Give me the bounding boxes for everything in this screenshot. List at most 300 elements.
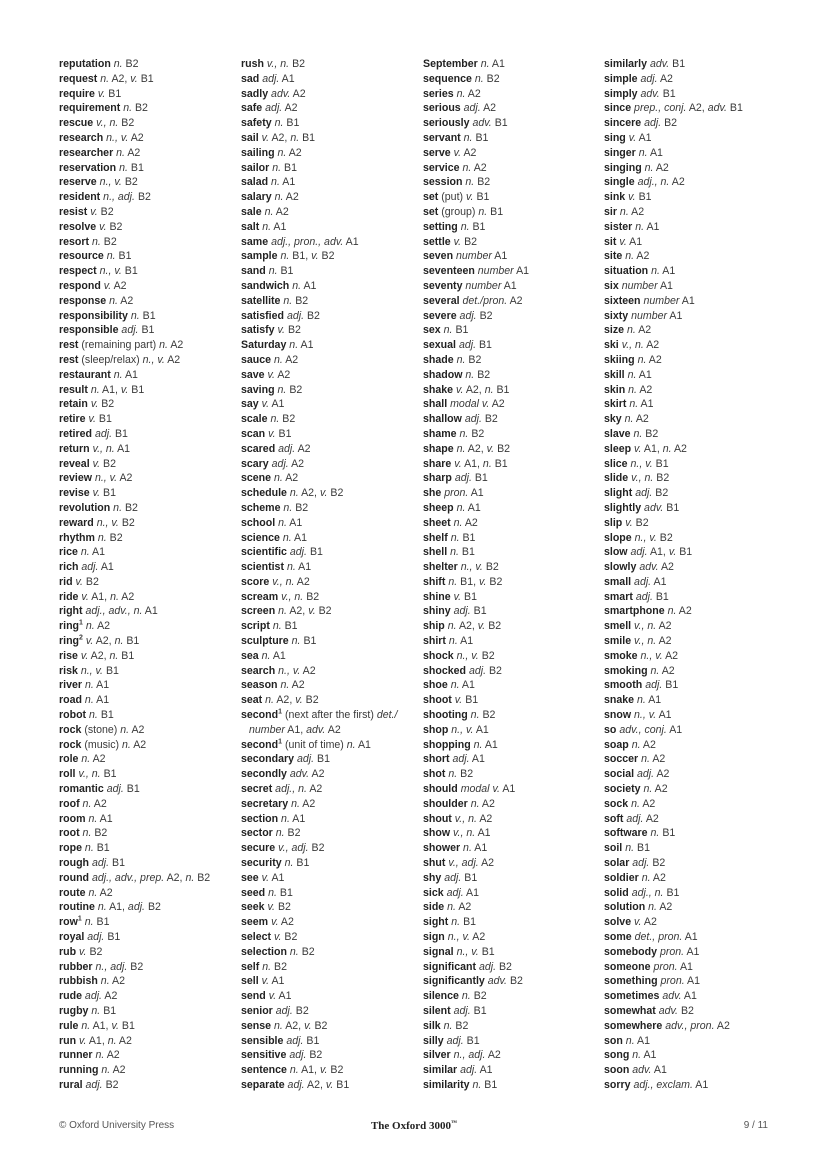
headword: slow [604,546,628,559]
headword: shy [423,871,442,884]
word-entry [241,235,426,250]
word-entry [241,708,426,738]
headword: short [423,753,450,766]
headword: slip [604,516,623,529]
word-entry [241,338,426,353]
headword: son [604,1034,623,1047]
word-entry [423,471,608,486]
cefr-level: B1 [466,1034,480,1047]
cefr-level: B2 [137,191,151,204]
headword: right [59,605,83,618]
headword: shade [423,353,454,366]
word-entry [423,826,608,841]
word-entry [423,664,608,679]
cefr-level: A1 [684,931,698,944]
part-of-speech: adj., n. [637,176,670,189]
part-of-speech: number [643,294,680,307]
word-entry [241,309,426,324]
word-entry [59,590,244,605]
part-of-speech: n. [470,709,480,722]
word-entry [241,175,426,190]
part-of-speech: adv. [662,990,682,1003]
cefr-level: A2, [465,383,482,396]
part-of-speech: number [631,309,668,322]
cefr-level: A1 [477,827,491,840]
headword: risk [59,664,78,677]
headword: sock [604,797,629,810]
word-entry [604,161,789,176]
cefr-level: A1 [289,516,303,529]
cefr-level: A2 [288,146,302,159]
word-entry [604,101,789,116]
part-of-speech: n. [84,916,94,929]
cefr-level: B2 [477,176,491,189]
word-entry [423,368,608,383]
part-of-speech: adj. [94,427,113,440]
headword: retire [59,413,86,426]
headword: ship [423,620,445,633]
headword: robot [59,709,87,722]
word-entry [241,752,426,767]
headword: several [423,294,460,307]
part-of-speech: number [249,723,285,736]
cefr-level: A1 [637,1034,650,1047]
part-of-speech: n. [82,797,92,810]
part-of-speech: v. [90,205,98,218]
cefr-level: B2 [295,294,309,307]
part-of-speech: adj. [265,102,283,115]
word-entry [604,545,789,560]
part-of-speech: v. [111,1019,119,1032]
word-entry [59,1048,244,1063]
part-of-speech: adj. [444,871,462,884]
cefr-level: B1 [655,457,669,470]
headword: scan [241,427,266,440]
cefr-level: A1 [638,131,652,144]
word-entry [241,797,426,812]
word-entry [241,560,426,575]
cefr-level: A1 [124,368,138,381]
cefr-level: A2 [665,649,679,662]
word-entry [423,87,608,102]
word-entry [423,264,608,279]
headword: simple [604,72,638,85]
cefr-level: A2 [467,87,481,100]
part-of-speech: pron. [653,960,678,973]
headword: section [241,812,279,825]
cefr-level: A2 [92,753,106,766]
cefr-level: B2 [485,561,499,574]
headword: something [604,975,658,988]
headword: similarity [423,1078,470,1091]
headword: shift [423,575,446,588]
part-of-speech: v. [268,427,276,440]
part-of-speech: adj. [84,990,103,1003]
cefr-level: A2 [113,279,127,292]
part-of-speech: n. [643,783,653,796]
headword: salary [241,191,272,204]
cefr-level: B1 [296,857,310,870]
part-of-speech: n. [470,797,480,810]
headword: signal [423,945,454,958]
part-of-speech: n. [277,383,287,396]
headword: slightly [604,501,642,514]
part-of-speech: n., v. [630,457,653,470]
word-entry [604,723,789,738]
cefr-level: B1 [655,590,669,603]
headword: sight [423,916,449,929]
word-entry [423,945,608,960]
headword: rid [59,575,73,588]
part-of-speech: n. [109,294,118,307]
headword: requirement [59,102,121,115]
word-entry [604,782,789,797]
headword: seventeen [423,265,475,278]
word-entry [59,886,244,901]
part-of-speech: n., v. [634,709,657,722]
headword: resist [59,205,88,218]
word-entry [604,309,789,324]
word-entry [604,960,789,975]
headword: ski [604,339,619,352]
word-entry [241,383,426,398]
part-of-speech: n. [289,339,299,352]
headword: scientific [241,546,287,559]
word-entry [604,294,789,309]
part-of-speech: adj. [271,457,289,470]
part-of-speech: n. [624,413,634,426]
part-of-speech: n. [632,1049,642,1062]
word-entry [423,412,608,427]
headword: saving [241,383,275,396]
cefr-level: A2 [645,812,659,825]
word-entry [604,856,789,871]
cefr-level: A1, [287,723,304,736]
headword: revise [59,487,90,500]
cefr-level: A2 [133,738,147,751]
headword: shame [423,427,457,440]
cefr-level: A2 [487,1049,501,1062]
part-of-speech: pron. [660,975,685,988]
part-of-speech: n. [448,575,458,588]
part-of-speech: v., adj. [278,842,309,855]
cefr-level: A1 [272,649,286,662]
word-entry [604,249,789,264]
cefr-level: B1 [103,1005,117,1017]
cefr-level: B1 [107,931,121,944]
part-of-speech: v. [453,590,462,603]
part-of-speech: adv. [306,723,326,736]
cefr-level: A2 [654,783,668,796]
cefr-level: A2 [671,176,685,189]
part-of-speech: n. [264,205,274,218]
word-entry [423,782,608,797]
word-entry [604,590,789,605]
part-of-speech: n. [275,827,285,840]
part-of-speech: v. [268,990,277,1003]
word-entry [423,220,608,235]
part-of-speech: adj. [626,812,644,825]
part-of-speech: number [456,250,492,263]
part-of-speech: adj., adv., prep. [91,871,165,884]
part-of-speech: v. [453,235,462,248]
headword: schedule [241,487,287,500]
part-of-speech: n. [130,309,140,322]
part-of-speech: n., v. [634,531,657,544]
word-entry [423,960,608,975]
word-entry [241,1019,426,1034]
part-of-speech: v. [311,250,319,263]
headword: scale [241,413,268,426]
word-entry [241,678,426,693]
part-of-speech: v., n. [631,472,654,485]
word-entry [59,457,244,472]
word-entry [59,945,244,960]
headword: rhythm [59,531,95,544]
part-of-speech: det., pron. [634,931,683,944]
word-entry [241,826,426,841]
cefr-level: B2 [680,1005,694,1017]
cefr-level: A1 [271,975,285,988]
word-entry [59,220,244,235]
word-entry [59,693,244,708]
headword: select [241,931,272,944]
cefr-level: A1 [629,235,643,248]
headword: rub [59,945,77,958]
part-of-speech: n. [443,324,453,337]
cefr-level: A2, [458,620,475,633]
part-of-speech: v. [277,324,285,337]
headword: society [604,783,641,796]
headword: responsible [59,324,119,337]
word-entry [59,678,244,693]
part-of-speech: v. [120,383,129,396]
part-of-speech: v. [454,457,462,470]
cefr-level: A2 [642,797,656,810]
headword: satisfy [241,324,275,337]
part-of-speech: v. [261,975,270,988]
cefr-level: A2 [284,102,298,115]
cefr-level: A1 [669,309,683,322]
word-entry [241,841,426,856]
word-entry [423,841,608,856]
part-of-speech: n. [448,635,458,648]
cefr-level: B2 [301,945,315,958]
headword: skill [604,368,625,381]
part-of-speech: n. [637,694,646,707]
headword: root [59,827,80,840]
part-of-speech: adj. [85,1078,103,1091]
cefr-level: B1 [140,72,154,85]
word-entry [604,767,789,782]
headword: shoulder [423,797,468,810]
cefr-level: B1 [666,886,680,899]
headword: ring [59,620,80,633]
word-entry [59,501,244,516]
word-entry [423,797,608,812]
part-of-speech: adv. [649,58,670,70]
headword: rest [59,353,79,366]
headword: severe [423,309,457,322]
part-of-speech: n. [95,1049,105,1062]
headword: sharp [423,472,452,485]
word-entry [423,1063,608,1078]
cefr-level: B2 [94,827,108,840]
cefr-level: A2, [166,871,183,884]
cefr-level: B2 [134,102,148,115]
cefr-level: A1 [471,753,485,766]
cefr-level: A1 [659,279,673,292]
part-of-speech: n. [641,871,651,884]
cefr-level: A2 [167,353,181,366]
cefr-level: B2 [656,472,670,485]
part-of-speech: adj. [645,679,663,692]
part-of-speech: v. [103,279,112,292]
word-entry [423,205,608,220]
cefr-level: B1 [126,635,140,648]
headword: sheet [423,516,451,529]
part-of-speech: n. [270,413,280,426]
word-entry [423,989,608,1004]
headword: reserve [59,176,97,189]
part-of-speech: v., n. [92,442,115,455]
word-entry [241,190,426,205]
cefr-level: B2 [284,931,298,944]
cefr-level: B1 [665,679,679,692]
cefr-level: B1 [474,472,488,485]
headword: shirt [423,635,446,648]
headword: sing [604,131,626,144]
headword: respond [59,279,101,292]
headword: soil [604,842,623,855]
word-entry [59,974,244,989]
headword: running [59,1064,99,1077]
cefr-level: A2 [285,191,299,204]
headword: slope [604,531,632,544]
word-entry [604,945,789,960]
part-of-speech: n. [625,1034,635,1047]
part-of-speech: v. [304,1019,312,1032]
headword: settle [423,235,451,248]
word-entry [241,279,426,294]
headword: similar [423,1064,458,1077]
cefr-level: B2 [287,827,301,840]
word-entry [604,678,789,693]
word-entry [423,116,608,131]
cefr-level: B1 [142,309,156,322]
cefr-level: A1 [491,58,505,70]
headword: sculpture [241,635,289,648]
headword: situation [604,265,649,278]
word-column-1 [59,57,244,1093]
headword: smart [604,590,633,603]
cefr-level: A2 [311,768,325,781]
cefr-level: A2 [97,620,111,633]
headword: slight [604,487,633,500]
headword: seriously [423,117,470,130]
cefr-level: A2 [120,294,134,307]
cefr-level: B2 [655,487,669,500]
word-entry [423,678,608,693]
part-of-speech: n. [633,427,643,440]
part-of-speech: n. [651,265,660,278]
sense-gloss: (unit of time) [284,738,344,751]
cefr-level: A2, [307,1078,323,1091]
word-entry [604,72,789,87]
part-of-speech: adj. [278,442,296,455]
part-of-speech: v. [478,575,487,588]
headword: round [59,871,90,884]
headword: scientist [241,561,284,574]
word-entry [604,87,789,102]
word-entry [241,575,426,590]
headword: service [423,161,460,174]
homonym-number: 1 [79,619,83,627]
part-of-speech: adj. [87,931,105,944]
cefr-level: B1 [309,546,323,559]
word-entry [241,249,426,264]
cefr-level: B2 [125,58,139,70]
part-of-speech: n. [113,58,123,70]
word-entry [604,1063,789,1078]
part-of-speech: n., adj. [95,960,128,973]
cefr-level: A1 [683,990,697,1003]
headword: some [604,931,632,944]
headword: sixteen [604,294,641,307]
word-entry [604,116,789,131]
cefr-level: B2 [309,1049,323,1062]
headword: sentence [241,1064,287,1077]
word-entry [241,323,426,338]
headword: rough [59,857,90,870]
cefr-level: B2 [489,575,503,588]
part-of-speech: adj. [464,413,482,426]
cefr-level: B1 [638,191,652,204]
word-entry [604,974,789,989]
cefr-level: A2 [285,353,299,366]
headword: since [604,102,632,115]
headword: responsibility [59,309,128,322]
headword: sea [241,649,259,662]
part-of-speech: adj. [286,1034,304,1047]
part-of-speech: v., n. [272,575,295,588]
cefr-level: B2 [292,58,306,70]
cefr-level: A2, [285,1019,302,1032]
sense-gloss: (music) [84,738,120,751]
part-of-speech: n. [281,812,290,825]
part-of-speech: n. [89,709,98,722]
headword: science [241,531,280,544]
cefr-level: A2 [678,605,692,618]
word-entry [604,812,789,827]
headword: sensible [241,1034,284,1047]
cefr-level: B1 [496,383,510,396]
part-of-speech: n. [280,679,290,692]
headword: shock [423,649,454,662]
word-entry [59,368,244,383]
cefr-level: B1 [666,501,680,514]
word-entry [241,501,426,516]
cefr-level: B2 [197,871,211,884]
word-entry [423,531,608,546]
cefr-level: A2 [104,990,118,1003]
part-of-speech: n. [265,694,274,707]
part-of-speech: v. [325,1078,334,1091]
headword: single [604,176,635,189]
cefr-level: B1 [112,857,125,870]
headword: silly [423,1034,444,1047]
part-of-speech: n., v. [640,649,663,662]
